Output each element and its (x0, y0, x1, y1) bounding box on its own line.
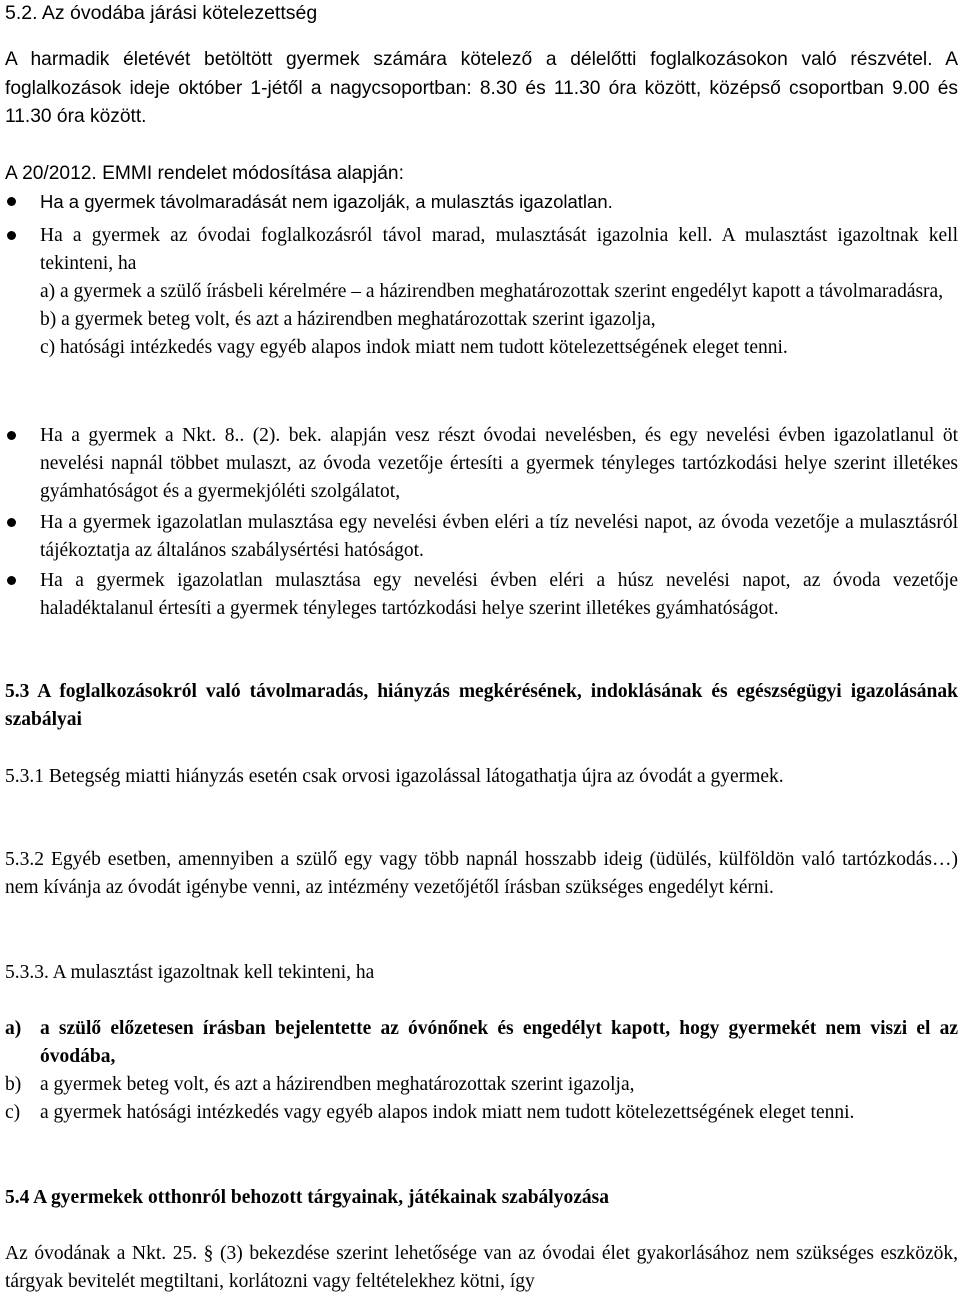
bullet-dot-icon (7, 431, 16, 440)
bullet-dot-icon (7, 576, 16, 585)
paragraph-5-4: Az óvodának a Nkt. 25. § (3) bekezdése szerint lehetősége van az óvodai élet gyakorlásához nem szükséges eszközök, tárgyak bevitelét megtiltani, korlátozni vagy feltételekhez kötni, így (5, 1243, 958, 1292)
section-heading-5-4: 5.4 A gyermekek otthonról behozott tárgyainak, játékainak szabályozása (5, 1187, 609, 1208)
sub-item-b: b) a gyermek beteg volt, és azt a házirendben meghatározottak szerint igazolja, (40, 309, 656, 330)
bullet-text: Ha a gyermek az óvodai foglalkozásról távol marad, mulasztását igazolnia kell. (40, 225, 713, 246)
bullet-item-1 (40, 188, 958, 216)
list-marker: a) (5, 1018, 22, 1039)
list-text: a gyermek hatósági intézkedés vagy egyéb alapos indok miatt nem tudott kötelezettségének eleget tenni. (40, 1102, 855, 1123)
bullet-item-5 (40, 567, 958, 623)
rule-intro: A 20/2012. EMMI rendelet módosítása alapján: (5, 163, 404, 184)
bullet-text: Ha a gyermek a Nkt. 8.. (2). bek. alapján vesz részt óvodai nevelésben, és egy nevelési évben igazolatlanul öt nevelési napnál többet mulaszt, az óvoda vezetője értesíti a gyermek tényleges tartózkodási helye szerint illetékes gyámhatóságot és a gyermekjóléti szolgálatot, (40, 425, 958, 502)
bullet-text: Ha a gyermek távolmaradását nem igazolják, a mulasztás igazolatlan. (40, 191, 613, 212)
list-text: a szülő előzetesen írásban bejelentette az óvónőnek és engedélyt kapott, hogy gyermekét nem viszi el az óvodába, (40, 1018, 958, 1067)
bullet-text: Ha a gyermek igazolatlan mulasztása egy nevelési évben eléri a húsz nevelési napot, az óvoda vezetője haladéktalanul értesíti a gyermek tényleges tartózkodási helye szerint illetékes gyámhatóságot. (40, 570, 958, 619)
list-marker: c) (5, 1102, 21, 1123)
sub-item-c: c) hatósági intézkedés vagy egyéb alapos indok miatt nem tudott kötelezettségének eleget tenni. (40, 337, 788, 358)
bullet-dot-icon (7, 231, 16, 240)
sub-item-a: a) a gyermek a szülő írásbeli kérelmére – a házirendben meghatározottak szerint engedélyt kapott a távolmaradásra, (40, 281, 944, 302)
list-marker: b) (5, 1074, 22, 1095)
bullet-dot-icon (7, 197, 16, 206)
paragraph-5-3-1: 5.3.1 Betegség miatti hiányzás esetén csak orvosi igazolással látogathatja újra az óvodát a gyermek. (5, 766, 784, 787)
list-text: a gyermek beteg volt, és azt a házirendben meghatározottak szerint igazolja, (40, 1074, 635, 1095)
list-item-c (5, 1099, 958, 1127)
bullet-continuation: A mulasztást igazoltnak kell tekinteni, ha (40, 225, 958, 274)
section-heading-5-2: 5.2. Az óvodába járási kötelezettség (5, 2, 318, 24)
section-heading-5-3: 5.3 A foglalkozásokról való távolmaradás, hiányzás megkérésének, indoklásának és egészségügyi igazolásának szabályai (5, 681, 958, 730)
intro-paragraph: A harmadik életévét betöltött gyermek számára kötelező a délelőtti foglalkozásokon való részvétel. A foglalkozások ideje október 1-jétől a nagycsoportban: 8.30 és 11.30 óra között, középső csoportban 9.00 és 11.30 óra között. (5, 49, 958, 127)
list-item-a (5, 1015, 958, 1071)
bullet-item-3 (40, 422, 958, 506)
bullet-item-2 (40, 222, 958, 362)
paragraph-5-3-3: 5.3.3. A mulasztást igazoltnak kell tekinteni, ha (5, 962, 375, 983)
paragraph-5-3-2: 5.3.2 Egyéb esetben, amennyiben a szülő egy vagy több napnál hosszabb ideig (üdülés, külföldön való tartózkodás…) nem kívánja az óvodát igénybe venni, az intézmény vezetőjétől írásban szükséges engedélyt kérni. (5, 849, 958, 898)
list-item-b (5, 1071, 958, 1099)
bullet-item-4 (40, 509, 958, 565)
bullet-text: Ha a gyermek igazolatlan mulasztása egy nevelési évben eléri a tíz nevelési napot, az óvoda vezetője a mulasztásról tájékoztatja az általános szabálysértési hatóságot. (40, 512, 958, 561)
bullet-dot-icon (7, 518, 16, 527)
